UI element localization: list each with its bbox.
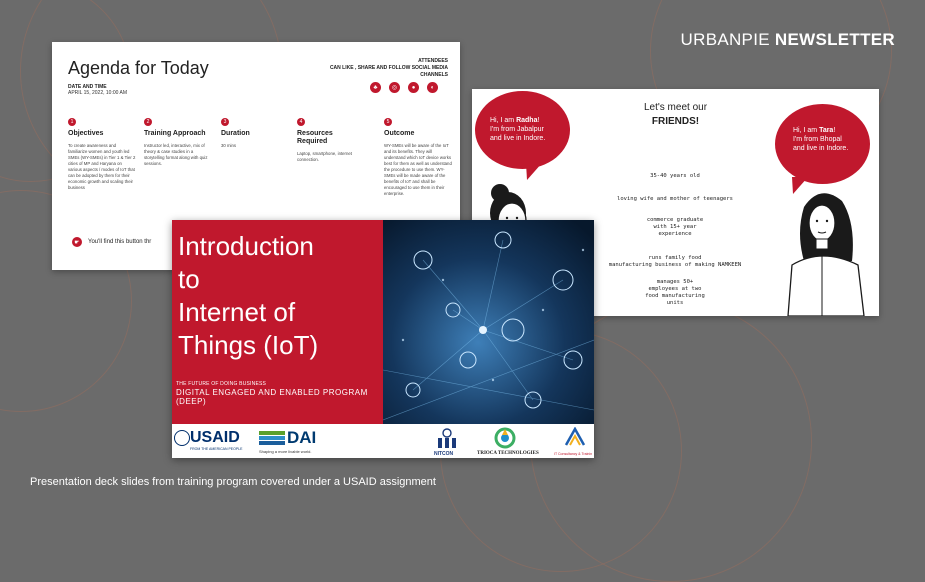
friend-fact: runs family food manufacturing business of making NAMKEEN: [608, 255, 742, 268]
tara-line1-suffix: !: [833, 127, 836, 134]
radha-line3: and live in Indore.: [490, 135, 546, 142]
tara-line2: I'm from Bhopal: [793, 136, 842, 143]
trioca-logo-icon: [494, 427, 516, 449]
brand-name-light: URBANPIE: [680, 30, 770, 49]
agenda-item-heading: Training Approach: [144, 130, 206, 137]
radha-name: Radha: [516, 117, 538, 124]
agenda-item-body: To create awareness and familiarize women and youth led SMEs (WY-SMEs) in Tier 1 & Tier 2 cities of MP and Haryana on various aspects / modes of IoT that can be adopted by them for their economic growth and scaling their business: [68, 143, 136, 190]
share-icon[interactable]: ♣: [370, 82, 381, 93]
agenda-item-heading: Objectives: [68, 130, 104, 137]
agenda-item-heading: Outcome: [384, 130, 415, 137]
agenda-item-number: 3: [221, 118, 229, 126]
iot-subtitle-small: THE FUTURE OF DOING BUSINESS: [176, 381, 267, 387]
trioca-label: TRIOCA TECHNOLOGIES: [477, 451, 539, 456]
tara-bubble-text: [793, 126, 848, 153]
tara-speech-bubble: [775, 104, 870, 184]
radha-bubble-text: [490, 116, 545, 143]
agenda-date-value: APRIL 15, 2022, 10:00 AM: [68, 90, 128, 96]
radha-line2: I'm from Jabalpur: [490, 126, 544, 133]
agenda-item: [297, 118, 365, 163]
tara-name: Tara: [819, 127, 834, 134]
friend-fact: loving wife and mother of teenagers: [617, 196, 733, 202]
friends-title-line1: Let's meet our: [643, 102, 708, 113]
agenda-item-heading: Duration: [221, 130, 250, 137]
agenda-item-number: 1: [68, 118, 76, 126]
third-partner-tagline: IT Consultancy & Trainin: [554, 452, 593, 456]
agenda-attendees-text: ATTENDEES CAN LIKE , SHARE AND FOLLOW SOCIAL MEDIA CHANNELS: [329, 58, 448, 78]
agenda-item: [384, 118, 452, 197]
dai-mark-icon: [259, 431, 285, 445]
radha-line1-prefix: Hi, I am: [490, 117, 517, 124]
nitcon-label: NITCON: [434, 451, 454, 457]
agenda-item-body: Instructor led, interactive, mix of theory & case studies in a storytelling format along with quiz sessions.: [144, 143, 208, 166]
agenda-item: [68, 118, 136, 191]
usaid-tagline: FROM THE AMERICAN PEOPLE: [190, 447, 243, 451]
tara-illustration: [782, 185, 879, 316]
radha-speech-bubble: [475, 91, 570, 169]
iot-title-line: Things (IoT): [178, 330, 319, 360]
like-icon[interactable]: ◐: [427, 82, 438, 93]
agenda-item-number: 5: [384, 118, 392, 126]
agenda-find-note: [72, 237, 151, 247]
agenda-item: [144, 118, 212, 167]
partner-logos-bar: [172, 424, 594, 458]
settings-icon[interactable]: ◎: [389, 82, 400, 93]
agenda-item-number: 2: [144, 118, 152, 126]
nitcon-logo-icon: [434, 427, 460, 449]
social-icons: [370, 82, 438, 93]
usaid-logo-text: USAID: [190, 429, 240, 446]
brand-name-bold: NEWSLETTER: [774, 30, 895, 49]
iot-title-slide: [172, 220, 594, 458]
iot-subtitle-main: DIGITAL ENGAGED AND ENABLED PROGRAM (DEEP): [176, 388, 368, 406]
agenda-item-number: 4: [297, 118, 305, 126]
agenda-item-heading: Resources Required: [297, 130, 333, 145]
agenda-find-text: You'll find this button thr: [88, 239, 152, 245]
agenda-attendees: [308, 58, 448, 79]
dai-logo-text: DAI: [287, 428, 317, 447]
iot-title-line: Introduction: [178, 231, 314, 261]
iot-title-panel: [172, 220, 383, 424]
agenda-item-body: Laptop, smartphone, internet connection.: [297, 151, 352, 162]
iot-title-line: Internet of: [178, 297, 296, 327]
friend-fact: 35-40 years old: [650, 173, 700, 179]
follow-icon[interactable]: ●: [408, 82, 419, 93]
usaid-seal-icon: [174, 430, 190, 446]
page-caption: Presentation deck slides from training program covered under a USAID assignment: [30, 476, 436, 488]
tara-line1-prefix: Hi, I am: [793, 127, 820, 134]
brand-title: [681, 30, 895, 50]
friend-fact: manages 50+ employees at two food manufacturing units: [645, 279, 705, 306]
friends-title-line2: FRIENDS!: [651, 116, 700, 127]
agenda-item-body: 30 mins: [221, 143, 237, 148]
radha-bubble-tail: [524, 163, 544, 181]
iot-title: [178, 230, 318, 362]
hand-pointer-icon[interactable]: ☛: [72, 237, 82, 247]
iot-network-image: [383, 220, 594, 424]
friend-fact: commerce graduate with 15+ year experience: [646, 217, 704, 237]
agenda-title: Agenda for Today: [68, 58, 209, 78]
dai-tagline: Shaping a more livable world.: [259, 449, 312, 454]
third-partner-logo-icon: [564, 427, 586, 447]
agenda-item: [221, 118, 289, 149]
iot-title-line: to: [178, 264, 200, 294]
network-graphic: [383, 220, 594, 424]
radha-line1-suffix: !: [537, 117, 540, 124]
agenda-item-body: WY-SMEs will be aware of the IoT and its benefits. They will understand which IoT device works best for them as well as understand the procedure to use them. WY-SMEs will be made aware of the benefits of IoT and shall be encouraged to use them in their enterprise.: [384, 143, 452, 196]
agenda-date-label: DATE AND TIME: [68, 84, 107, 90]
tara-line3: and live in Indore.: [793, 145, 849, 152]
